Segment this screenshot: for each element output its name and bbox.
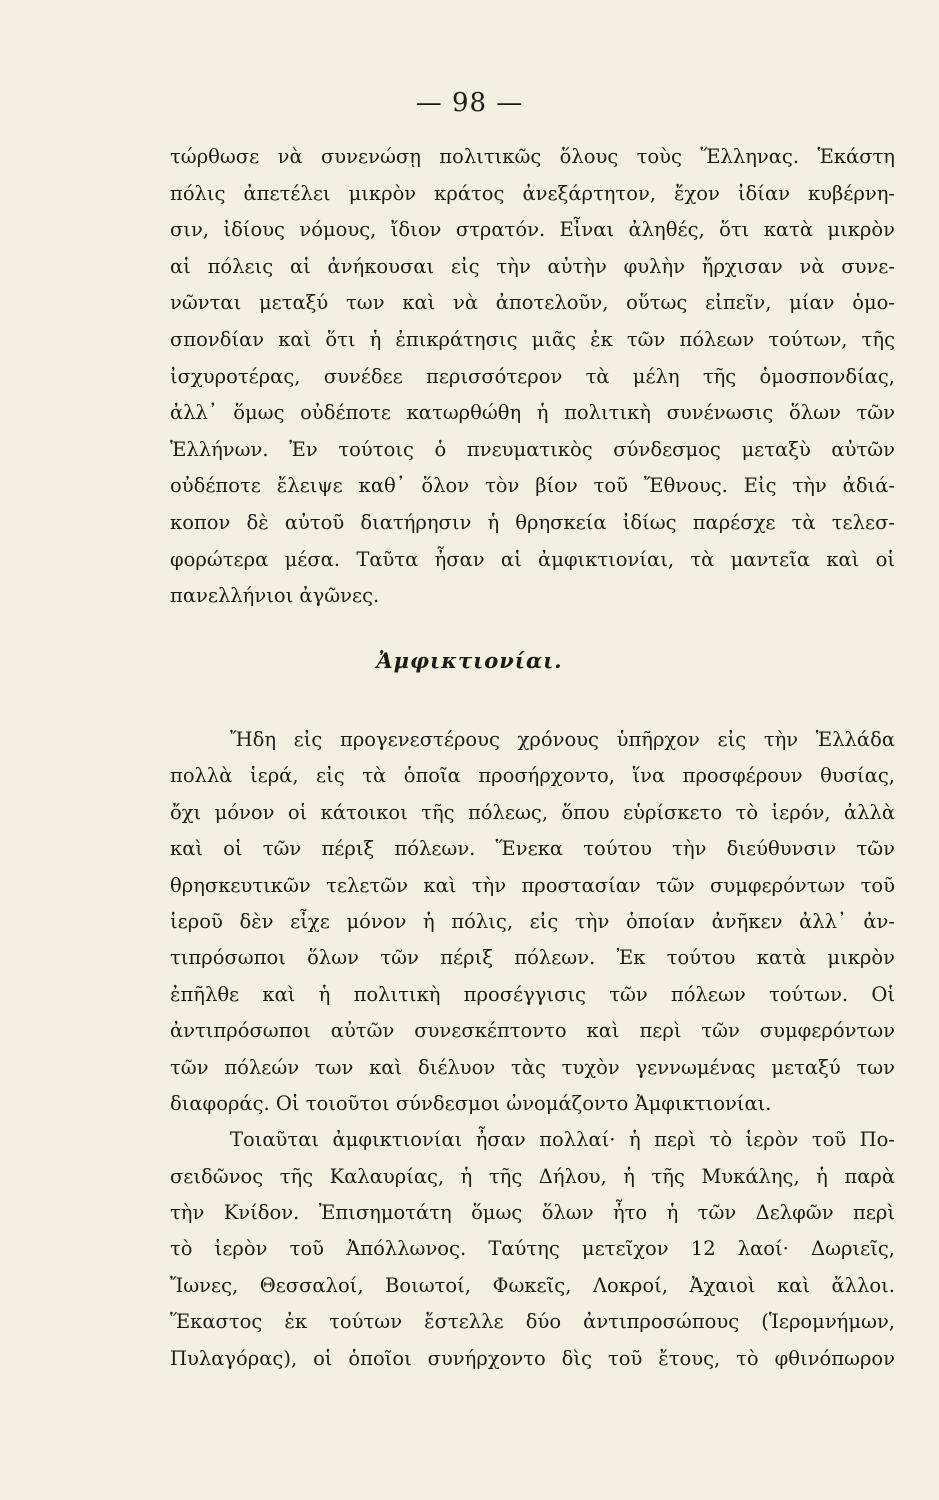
text-line: Τοιαῦται ἀμφικτιονίαι ἦσαν πολλαί· ἡ περὶ τὸ ἱερὸν τοῦ Πο- (230, 1128, 895, 1152)
text-line: αἱ πόλεις αἱ ἀνήκουσαι εἰς τὴν αὐτὴν φυλὴν ἤρχισαν νὰ συνε- (170, 254, 895, 278)
text-line: ὄχι μόνον οἱ κάτοικοι τῆς πόλεως, ὅπου εὑρίσκετο τὸ ἱερόν, ἀλλὰ (170, 800, 895, 824)
text-line: ἱεροῦ δὲν εἶχε μόνον ἡ πόλις, εἰς τὴν ὁποίαν ἀνῆκεν ἀλλ᾽ ἀν- (170, 909, 895, 933)
paragraph-1 (170, 139, 895, 615)
text-line: ἀλλ᾽ ὅμως οὐδέποτε κατωρθώθη ἡ πολιτικὴ συνένωσις ὅλων τῶν (170, 401, 895, 425)
text-line: σιν, ἰδίους νόμους, ἴδιον στρατόν. Εἶναι ἀληθές, ὅτι κατὰ μικρὸν (170, 218, 895, 242)
text-line: Πυλαγόρας), οἱ ὁποῖοι συνήρχοντο δὶς τοῦ ἔτους, τὸ φθινόπωρον (170, 1346, 895, 1370)
text-line: πανελλήνιοι ἀγῶνες. (170, 584, 380, 608)
text-line: θρησκευτικῶν τελετῶν καὶ τὴν προστασίαν τῶν συμφερόντων τοῦ (170, 873, 895, 897)
text-line: τώρθωσε νὰ συνενώσῃ πολιτικῶς ὅλους τοὺς Ἕλληνας. Ἑκάστη (170, 145, 895, 168)
text-line: σειδῶνος τῆς Καλαυρίας, ἡ τῆς Δήλου, ἡ τῆς Μυκάλης, ἡ παρὰ (170, 1164, 895, 1188)
text-line: κοπον δὲ αὐτοῦ διατήρησιν ἡ θρησκεία ἰδίως παρέσχε τὰ τελεσ- (170, 510, 895, 534)
text-line: φορώτερα μέσα. Ταῦτα ἦσαν αἱ ἀμφικτιονίαι, τὰ μαντεῖα καὶ οἱ (170, 547, 895, 571)
text-line: Ἴωνες, Θεσσαλοί, Βοιωτοί, Φωκεῖς, Λοκροί, Ἀχαιοὶ καὶ ἄλλοι. (170, 1273, 895, 1297)
text-line: ἐπῆλθε καὶ ἡ πολιτικὴ προσέγγισις τῶν πόλεων τούτων. Οἱ (170, 982, 895, 1006)
text-line: διαφοράς. Οἱ τοιοῦτοι σύνδεσμοι ὠνομάζοντο Ἀμφικτιονίαι. (170, 1091, 772, 1115)
text-line: Ἑλλήνων. Ἐν τούτοις ὁ πνευματικὸς σύνδεσμος μεταξὺ αὐτῶν (170, 437, 895, 461)
text-line: Ἤδη εἰς προγενεστέρους χρόνους ὑπῆρχον εἰς τὴν Ἑλλάδα (230, 728, 895, 751)
text-line: οὐδέποτε ἔλειψε καθ᾽ ὅλον τὸν βίον τοῦ Ἔθνους. Εἰς τὴν ἀδιά- (170, 474, 895, 498)
text-line: τὴν Κνίδον. Ἐπισημοτάτη ὅμως ὅλων ἦτο ἡ τῶν Δελφῶν περὶ (170, 1201, 895, 1225)
text-line: πολλὰ ἱερά, εἰς τὰ ὁποῖα προσήρχοντο, ἵνα προσφέρουν θυσίας, (170, 764, 895, 788)
text-line: πόλις ἀπετέλει μικρὸν κράτος ἀνεξάρτητον, ἔχον ἰδίαν κυβέρνη- (170, 181, 895, 205)
text-line: καὶ οἱ τῶν πέριξ πόλεων. Ἕνεκα τούτου τὴν διεύθυνσιν τῶν (170, 837, 895, 861)
text-line: ἀντιπρόσωποι αὐτῶν συνεσκέπτοντο καὶ περὶ τῶν συμφερόντων (170, 1019, 895, 1043)
text-line: Ἕκαστος ἐκ τούτων ἔστελλε δύο ἀντιπροσώπους (Ἱερομνήμων, (170, 1310, 895, 1334)
text-line: τῶν πόλεών των καὶ διέλυον τὰς τυχὸν γεννωμένας μεταξύ των (170, 1055, 895, 1079)
text-line: σπονδίαν καὶ ὅτι ἡ ἐπικράτησις μιᾶς ἐκ τῶν πόλεων τούτων, τῆς (170, 327, 895, 351)
text-line: τιπρόσωποι ὅλων τῶν πέριξ πόλεων. Ἐκ τούτου κατὰ μικρὸν (170, 946, 895, 970)
text-line: νῶνται μεταξύ των καὶ νὰ ἀποτελοῦν, οὕτως εἰπεῖν, μίαν ὁμο- (170, 291, 895, 315)
text-line: ἰσχυροτέρας, συνέδεε περισσότερον τὰ μέλη τῆς ὁμοσπονδίας, (170, 364, 895, 388)
text-line: τὸ ἱερὸν τοῦ Ἀπόλλωνος. Ταύτης μετεῖχον 12 λαοί· Δωριεῖς, (170, 1237, 895, 1261)
paragraph-2 (170, 722, 895, 1377)
page-number: — 98 — (415, 88, 524, 118)
section-heading: Ἀμφικτιονίαι. (376, 648, 563, 673)
